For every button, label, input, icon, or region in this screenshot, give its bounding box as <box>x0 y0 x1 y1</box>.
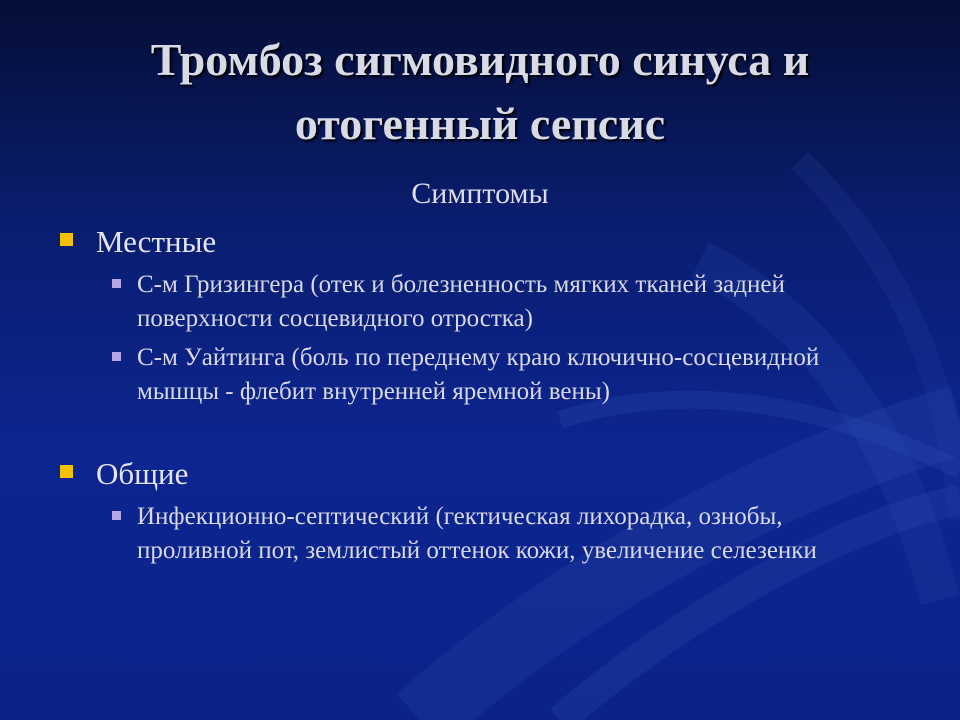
list-item-infectious-septic: Инфекционно-септический (гектическая лихорадка, ознобы, проливной пот, землистый оттенок кожи, увеличение селезенки <box>137 503 817 564</box>
bullet-square-icon <box>112 352 121 361</box>
bullet-square-icon <box>60 465 73 478</box>
slide-subtitle: Симптомы <box>411 177 549 210</box>
list-item-whiting: С-м Уайтинга (боль по переднему краю ключично-сосцевидной мышцы - флебит внутренней яремной вены) <box>137 344 820 405</box>
list-item-grisinger: С-м Гризингера (отек и болезненность мягких тканей задней поверхности сосцевидного отростка) <box>137 271 785 332</box>
section-heading-local: Местные <box>96 224 217 259</box>
title-line-1: Тромбоз сигмовидного синуса и <box>150 34 810 85</box>
bullet-square-icon <box>60 233 73 246</box>
bullet-square-icon <box>112 279 121 288</box>
slide-title <box>40 28 920 156</box>
title-line-2: отогенный сепсис <box>294 98 666 149</box>
section-heading-general: Общие <box>96 456 189 491</box>
bullet-square-icon <box>112 511 121 520</box>
